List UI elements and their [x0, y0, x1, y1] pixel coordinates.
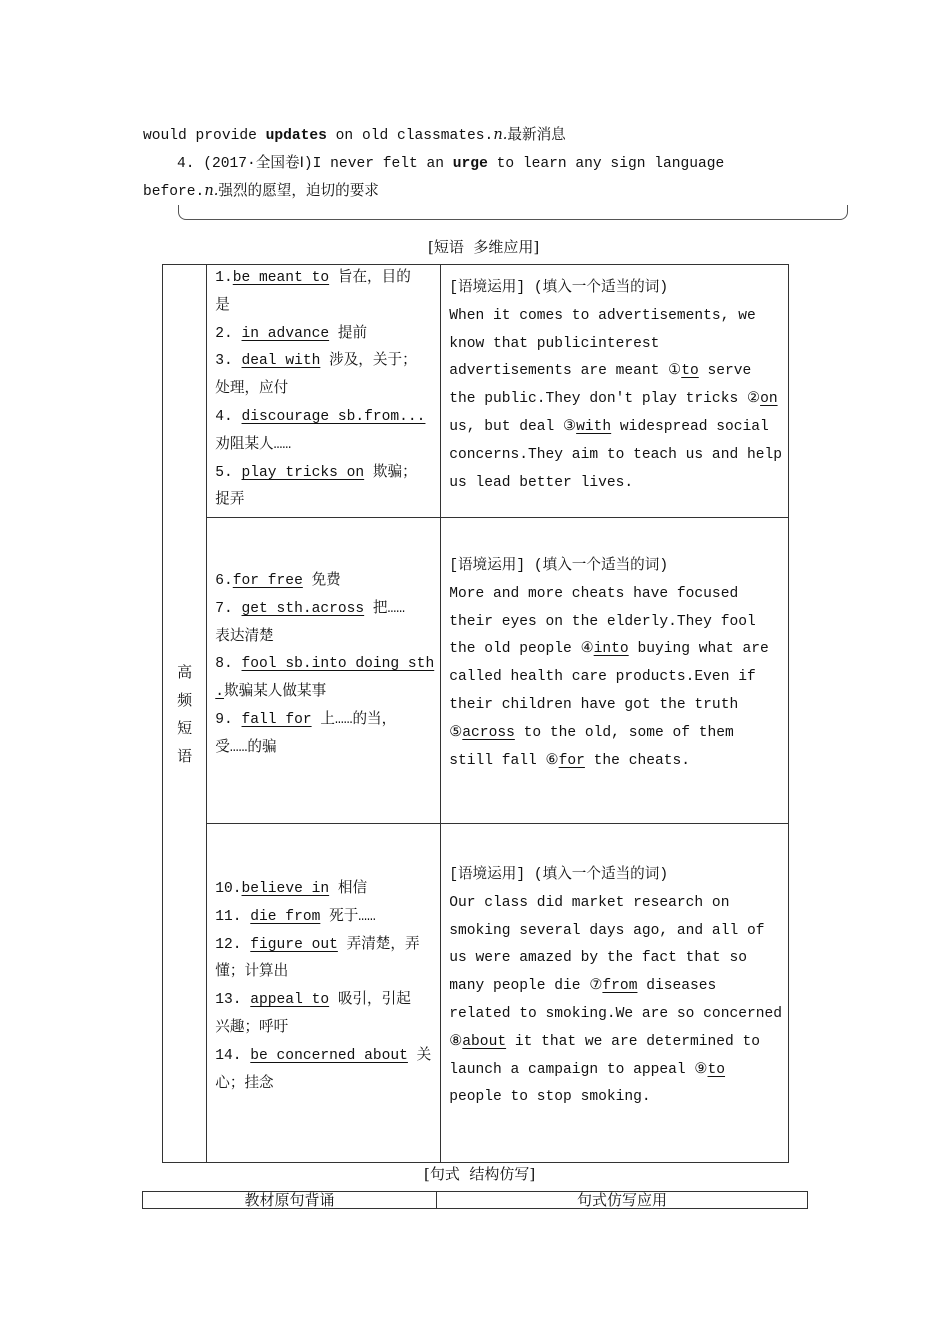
phrase-line: 8. fool sb.into doing sth — [215, 656, 435, 673]
phrase-underlined: die from — [250, 908, 321, 925]
phrase-line: 处理，应付 — [215, 381, 289, 398]
exercise-line: [语境运用] (填入一个适当的词) — [449, 867, 669, 883]
phrase-underlined: discourage sb.from... — [241, 408, 426, 425]
exercise-line: related to smoking.We are so concerned — [449, 1005, 782, 1022]
sentence-table-header — [142, 1191, 808, 1209]
exercise-line: many people die ⑦from diseases — [449, 978, 717, 995]
exercise-line: people to stop smoking. — [449, 1089, 651, 1106]
phrase-line: 4. discourage sb.from... — [215, 408, 426, 425]
answer-blank: across — [462, 724, 515, 741]
exercise-line: concerns.They aim to teach us and help — [449, 446, 782, 463]
exercise-line: ⑧about it that we are determined to — [449, 1033, 761, 1050]
phrase-line: 懂；计算出 — [215, 964, 289, 981]
phrase-line: 是 — [215, 297, 230, 314]
exercise-line: smoking several days ago, and all of — [449, 922, 765, 939]
phrase-underlined: . — [215, 684, 225, 701]
exercise-line: us were amazed by the fact that so — [449, 950, 747, 967]
keyword-updates: updates — [265, 128, 327, 144]
answer-blank: into — [593, 641, 629, 658]
phrase-underlined: for free — [232, 573, 303, 589]
answer-blank: with — [576, 418, 612, 435]
phrase-line: 3. deal with 涉及，关于； — [215, 353, 417, 370]
exercise-line: the public.They don't play tricks ②on — [449, 391, 778, 408]
phrase-underlined: be meant to — [232, 270, 330, 286]
phrase-underlined: in advance — [241, 325, 330, 342]
keyword-urge: urge — [452, 156, 488, 172]
phrase-list-block-2 — [207, 518, 441, 824]
context-exercise-block-3 — [441, 824, 789, 1163]
exercise-line: us, but deal ③with widespread social — [449, 418, 769, 435]
exercise-line: [语境运用] (填入一个适当的词) — [449, 558, 669, 574]
phrase-line: 13. appeal to 吸引，引起 — [215, 992, 411, 1009]
phrase-list-block-1 — [207, 265, 441, 518]
phrase-line: 10.believe in 相信 — [215, 881, 368, 897]
phrase-line: 兴趣；呼吁 — [215, 1019, 289, 1036]
phrase-line: 5. play tricks on 欺骗； — [215, 464, 417, 481]
sentence-section-title: [句式 结构仿写] — [424, 1165, 536, 1183]
context-exercise-block-2 — [441, 518, 789, 824]
phrase-line: 心；挂念 — [215, 1075, 274, 1092]
phrase-line: 1.be meant to 旨在，目的 — [215, 270, 411, 286]
phrase-line: 劝阻某人…… — [215, 436, 292, 453]
phrase-underlined: appeal to — [250, 992, 330, 1009]
exercise-line: their children have got the truth — [449, 696, 739, 713]
phrases-table — [162, 264, 789, 1163]
intro-line-3: before.n.强烈的愿望，迫切的要求 — [143, 182, 379, 200]
phrase-underlined: deal with — [241, 353, 321, 370]
phrase-underlined: be concerned about — [250, 1047, 408, 1064]
phrase-underlined: figure out — [250, 936, 338, 953]
phrase-line: 6.for free 免费 — [215, 573, 341, 589]
phrase-underlined: play tricks on — [241, 464, 365, 481]
phrase-line: 表达清楚 — [215, 628, 274, 645]
phrase-line: .欺骗某人做某事 — [215, 684, 327, 701]
exercise-line: the old people ④into buying what are — [449, 641, 769, 658]
exercise-line: More and more cheats have focused — [449, 585, 739, 602]
exercise-line: know that publicinterest — [449, 335, 660, 352]
exercise-line: ⑤across to the old, some of them — [449, 724, 734, 741]
phrase-underlined: get sth.across — [241, 600, 365, 617]
answer-blank: from — [602, 978, 638, 995]
answer-blank: for — [558, 752, 585, 769]
exercise-line: launch a campaign to appeal ⑨to — [449, 1061, 726, 1078]
phrase-line: 2. in advance 提前 — [215, 325, 368, 342]
phrase-underlined: fool sb.into doing sth — [241, 656, 435, 673]
exercise-line: Our class did market research on — [449, 894, 730, 911]
phrases-section-title: [短语 多维应用] — [428, 238, 540, 256]
exercise-line: called health care products.Even if — [449, 669, 756, 686]
exercise-line: still fall ⑥for the cheats. — [449, 752, 690, 769]
context-exercise-block-1 — [441, 265, 789, 518]
answer-blank: on — [760, 391, 778, 408]
side-label: 高 频 短 语 — [163, 265, 207, 1163]
answer-blank: about — [462, 1033, 507, 1050]
exercise-line: us lead better lives. — [449, 474, 634, 491]
exercise-line: [语境运用] (填入一个适当的词) — [449, 280, 669, 296]
col-imitation-writing: 句式仿写应用 — [437, 1192, 808, 1209]
answer-blank: to — [681, 363, 699, 380]
phrase-line: 12. figure out 弄清楚，弄 — [215, 936, 420, 953]
exercise-line: When it comes to advertisements, we — [449, 307, 756, 324]
phrase-underlined: believe in — [241, 881, 330, 897]
section-bracket — [178, 205, 848, 220]
exercise-line: their eyes on the elderly.They fool — [449, 613, 756, 630]
phrase-line: 9. fall for 上……的当， — [215, 711, 397, 728]
phrase-list-block-3 — [207, 824, 441, 1163]
exercise-line: advertisements are meant ①to serve — [449, 363, 752, 380]
phrase-line: 受……的骗 — [215, 739, 277, 756]
col-textbook-sentences: 教材原句背诵 — [143, 1192, 437, 1209]
intro-line-1: would provide updates on old classmates.n.最新消息 — [143, 126, 566, 144]
phrase-line: 7. get sth.across 把…… — [215, 600, 406, 617]
intro-line-2: 4. (2017·全国卷Ⅰ)I never felt an urge to learn any sign language — [177, 156, 725, 172]
phrase-line: 11. die from 死于…… — [215, 908, 376, 925]
phrase-line: 捉弄 — [215, 492, 245, 509]
phrase-underlined: fall for — [241, 711, 312, 728]
answer-blank: to — [707, 1061, 726, 1078]
phrase-line: 14. be concerned about 关 — [215, 1047, 432, 1064]
